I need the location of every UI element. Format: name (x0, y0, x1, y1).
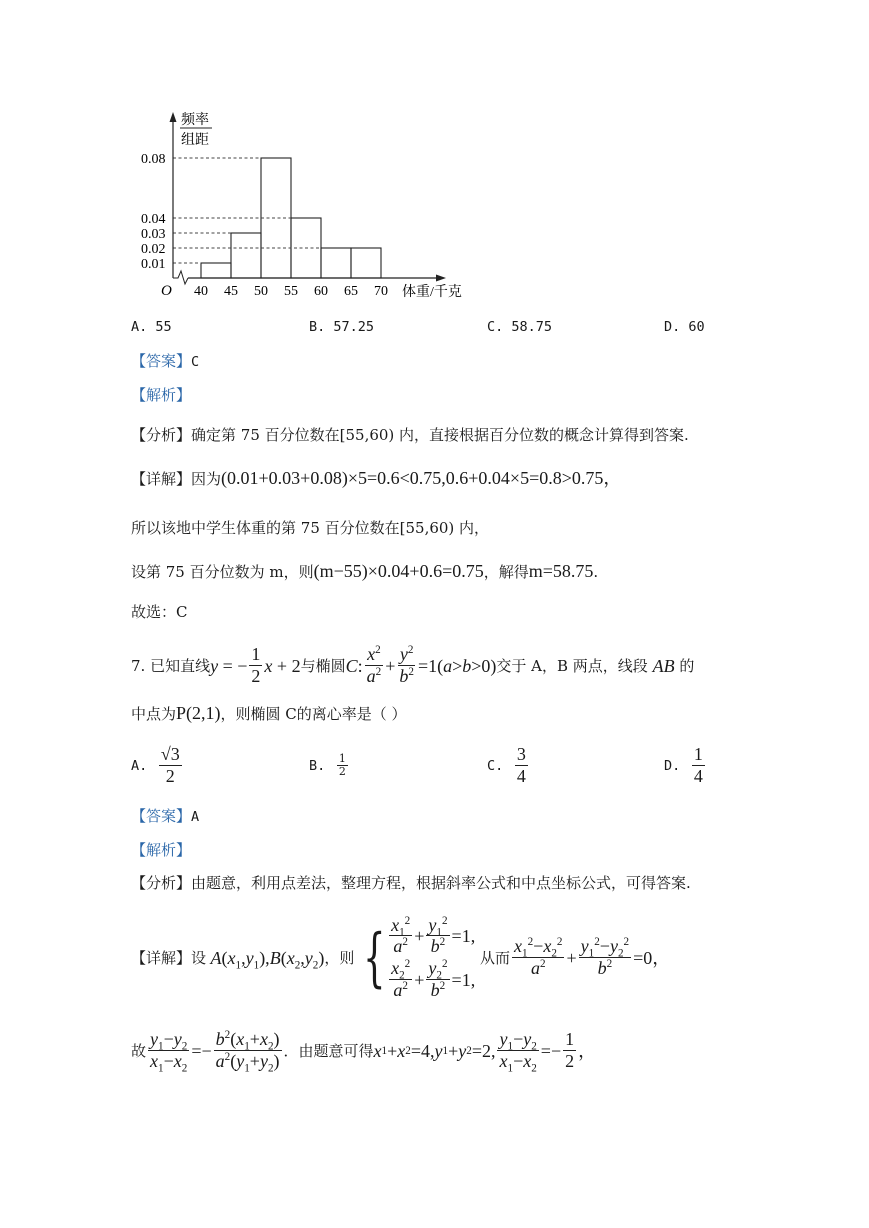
x-tick-label: 45 (224, 284, 238, 299)
xiangjie-tag: 【详解】 (131, 949, 192, 967)
histogram-bar (201, 263, 231, 278)
text: 交于 A，B 两点，线段 (496, 657, 648, 675)
q7-final-line (131, 1023, 596, 1079)
q6-analysis-tag: 【解析】 (131, 386, 192, 404)
points-ab: $A(x_1,y_1),B(x_2,y_2)$ (210, 948, 325, 972)
q6-fenxi (131, 425, 689, 445)
option-label: C. (487, 758, 504, 774)
q7-analysis-tag: 【解析】 (131, 841, 192, 859)
fenxi-text: 确定第 75 百分位数在[55,60) 内，直接根据百分位数的概念计算得到答案. (191, 426, 689, 444)
option-label: B. (309, 758, 326, 774)
segment-ab: AB (652, 656, 675, 676)
q7-xiangjie (131, 908, 670, 1008)
histogram-bar (351, 248, 381, 278)
equation-system: $\frac{x_1^2}{a^2}$ + $\frac{y_1^2}{b^2}$ =1, $\frac{x_2^2}{a^2}$ + $\frac{y_2^2}{b^2}$ =1, (391, 914, 476, 1000)
option-label: A. (131, 758, 148, 774)
answer-value: A (191, 809, 200, 825)
text: 设 (191, 949, 207, 967)
slope-expression: $\frac{y_1-y_2}{x_1-x_2}$ =− $\frac{b^2(x_1+x_2)}{a^2(y_1+y_2)}$ (150, 1029, 280, 1075)
y-tick-label: 0.08 (141, 152, 166, 167)
xiangjie-tag: 【详解】 (131, 470, 192, 488)
text: 已知直线 (150, 657, 211, 675)
q6-line2: 所以该地中学生体重的第 75 百分位数在[55,60) 内， (131, 519, 490, 537)
y-tick-label: 0.02 (141, 242, 166, 257)
ellipse-equation: C : $\frac{x^2}{a^2}$ + $\frac{y^2}{b^2}$ =1( a > b >0) (345, 644, 497, 687)
fenxi-text: 由题意，利用点差法，整理方程，根据斜率公式和中点坐标公式，可得答案. (191, 874, 691, 892)
x-tick-label: 60 (314, 284, 328, 299)
q6-option-b: B. 57.25 (309, 319, 375, 335)
q7-fenxi (131, 873, 691, 893)
histogram-bar (261, 158, 291, 278)
text: 因为 (191, 470, 222, 488)
q6-conclusion: 故选：C (131, 603, 188, 621)
q6-line3 (131, 561, 598, 582)
answer-value: C (191, 354, 200, 370)
x-tick-label: 50 (254, 284, 268, 299)
q6-option-d: D. 60 (664, 319, 705, 335)
q7-option-c: C. $\frac{3}{4}$ (487, 744, 526, 787)
math-equation: (m−55)×0.04+0.6=0.75 (313, 561, 484, 581)
y-tick-label: 0.03 (141, 227, 166, 242)
q7-answer (131, 806, 199, 827)
q7-option-d: D. $\frac{1}{4}$ (664, 744, 703, 787)
origin-label: O (161, 283, 172, 299)
text: ，解得 (483, 563, 529, 581)
midpoint-conditions: x 1 + x 2 =4, y 1 + y 2 =2, $\frac{y_1-y_2}{x_1-x_2}$ =− $\frac{1}{2}$ ， (373, 1029, 597, 1075)
text: 故 (131, 1042, 147, 1060)
x-tick-label: 55 (284, 284, 298, 299)
x-tick-label: 65 (344, 284, 358, 299)
text: . (593, 563, 599, 581)
math-result: m=58.75 (528, 561, 594, 581)
q7-option-a: A. $\frac{√3}{2}$ (131, 744, 180, 787)
q7-stem-line1 (131, 643, 694, 689)
fenxi-tag: 【分析】 (131, 426, 192, 444)
question-number: 7. (131, 657, 146, 675)
math-inequality: (0.01+0.03+0.08)×5=0.6<0.75,0.6+0.04×5=0.8>0.75， (221, 468, 622, 488)
fenxi-tag: 【分析】 (131, 874, 192, 892)
q6-xiangjie-line1 (131, 468, 621, 489)
q6-option-c: C. 58.75 (487, 319, 553, 335)
y-tick-label: 0.04 (141, 212, 166, 227)
histogram-bar (231, 233, 261, 278)
q7-stem-line2 (131, 703, 407, 724)
text: 设第 75 百分位数为 m，则 (131, 563, 314, 581)
histogram-chart (130, 104, 475, 306)
line-equation: y = − $\frac{1}{2}$ x + 2 (210, 644, 301, 687)
x-tick-label: 40 (194, 284, 208, 299)
answer-tag: 【答案】 (131, 352, 192, 370)
dashed-guides (173, 158, 321, 263)
system-brace: { (363, 921, 386, 995)
y-label-numerator: 频率 (181, 113, 209, 128)
q7-option-b: B. $\frac{1}{2}$ (309, 752, 346, 779)
y-tick-label: 0.01 (141, 257, 166, 272)
histogram-bar (321, 248, 351, 278)
text: ，则 (324, 949, 355, 967)
x-axis-arrow (436, 275, 446, 282)
midpoint: P(2,1) (176, 703, 221, 723)
x-axis-label: 体重/千克 (402, 285, 462, 300)
answer-tag: 【答案】 (131, 807, 192, 825)
q6-option-a: A. 55 (131, 319, 172, 335)
q6-answer (131, 351, 199, 372)
text: 的 (679, 657, 695, 675)
option-label: D. (664, 758, 681, 774)
y-label-denominator: 组距 (181, 133, 209, 148)
text: ，则椭圆 C的离心率是（ ） (220, 705, 407, 723)
text: 从而 (479, 949, 510, 967)
text: 与椭圆 (300, 657, 346, 675)
text: ．由题意可得 (283, 1042, 374, 1060)
axis-break (173, 271, 188, 284)
text: 中点为 (131, 705, 177, 723)
y-axis-arrow (170, 112, 177, 122)
x-tick-label: 70 (374, 284, 388, 299)
difference-equation: $\frac{x_1^2-x_2^2}{a^2}$ + $\frac{y_1^2-y_2^2}{b^2}$ =0， (514, 936, 671, 979)
